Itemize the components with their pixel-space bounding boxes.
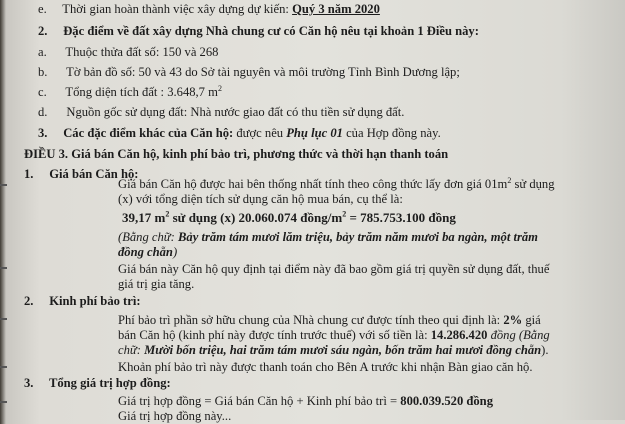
item-a-text: Thuộc thửa đất số: 150 và 268 — [65, 45, 219, 59]
price-text-1: Giá bán Căn hộ được hai bên thống nhất tính theo công thức lấy đơn giá 01m — [118, 177, 508, 191]
maintenance-text-1: Phí bảo trì phần sở hữu chung của Nhà chung cư được tính theo qui định là: — [118, 313, 504, 327]
item-a-line — [38, 45, 218, 60]
section-2-title: Đặc điểm về đất xây dựng Nhà chung cư có Căn hộ nêu tại khoản 1 Điều này: — [63, 24, 479, 38]
maintenance-in-words: Mười bốn triệu, hai trăm tám mươi sáu ngàn, bốn trăm hai mươi đồng chẵn — [144, 343, 542, 357]
section-2-number: 2. — [38, 24, 48, 38]
item-d-line — [38, 105, 404, 120]
subsection-2-heading — [24, 294, 141, 309]
section-3-plain: được nêu — [236, 126, 287, 140]
item-e-number: e. — [38, 2, 47, 16]
appendix-reference: Phụ lục 01 — [286, 126, 343, 140]
margin-mark — [0, 184, 7, 186]
maintenance-line-2 — [118, 328, 550, 343]
item-c-number: c. — [38, 85, 47, 99]
subsection-3-title: Tổng giá trị hợp đồng: — [48, 376, 171, 390]
price-note-line-2: giá trị gia tăng. — [118, 277, 195, 291]
maintenance-rate: 2% — [503, 313, 523, 327]
unit-price: sử dụng (x) 20.060.074 đồng/m — [169, 210, 343, 225]
price-in-words-line-2 — [118, 245, 177, 260]
contract-value-amount: 800.039.520 — [400, 394, 464, 408]
words-close: ) — [172, 245, 178, 259]
maintenance-words-close: ). — [541, 343, 549, 357]
item-b-text: Tờ bản đồ số: 50 và 43 do Sở tài nguyên và môi trường Tỉnh Bình Dương lập; — [66, 65, 460, 79]
price-formula — [122, 210, 456, 225]
subsection-2-title: Kinh phí bảo trì: — [49, 294, 141, 308]
item-c-superscript: 2 — [217, 83, 222, 93]
price-text-1-tail: sử dụng — [511, 177, 555, 191]
subsection-3-number: 3. — [24, 376, 34, 390]
maintenance-amount: 14.286.420 — [430, 328, 488, 342]
item-e-line — [38, 2, 380, 17]
margin-mark — [0, 318, 7, 320]
item-a-number: a. — [38, 45, 47, 59]
area-value: 39,17 m — [122, 210, 166, 225]
subsection-3-heading — [24, 376, 171, 391]
margin-mark — [0, 267, 7, 269]
section-3-number: 3. — [38, 126, 48, 140]
subsection-1-number: 1. — [24, 167, 34, 181]
maintenance-note: Khoản phí bảo trì này được thanh toán cho Bên A trước khi nhận Bàn giao căn hộ. — [118, 360, 533, 374]
margin-mark — [0, 401, 7, 403]
price-superscript: 2 — [507, 175, 512, 185]
price-paragraph-line-2: (x) với tổng diện tích sử dụng căn hộ mua bán, cụ thể là: — [118, 192, 403, 206]
item-b-number: b. — [38, 65, 48, 79]
completion-date: Quý 3 năm 2020 — [292, 2, 380, 16]
price-paragraph-line-1 — [118, 177, 555, 192]
contract-value-unit: đồng — [463, 394, 493, 408]
maintenance-line-1 — [118, 313, 541, 328]
words-prefix: (Bằng chữ: — [118, 230, 179, 244]
maintenance-text-1-tail: giá — [522, 313, 541, 327]
price-in-words-line-1 — [118, 230, 538, 245]
section-3-line — [38, 126, 441, 141]
maintenance-text-2: bán Căn hộ (kinh phí này được tính trước thuế) với số tiền là: — [118, 328, 431, 342]
area-superscript: 2 — [165, 209, 170, 219]
section-3-title: Các đặc điểm khác của Căn hộ: — [63, 126, 237, 140]
price-in-words: Bảy trăm tám mươi lăm triệu, bảy trăm năm mươi ba ngàn, một trăm — [178, 230, 538, 244]
item-b-line — [38, 65, 460, 80]
item-d-text: Nguồn gốc sử dụng đất: Nhà nước giao đất có thu tiền sử dụng đất. — [66, 105, 405, 119]
subsection-2-number: 2. — [24, 294, 34, 308]
contract-value-cutoff-line: Giá trị hợp đồng này... — [118, 409, 232, 423]
page-shadow — [560, 0, 625, 420]
item-c-line — [38, 85, 222, 100]
subsection-1-title: Giá bán Căn hộ: — [49, 167, 139, 181]
maintenance-words-prefix: chữ: — [118, 343, 145, 357]
item-c-text: Tổng diện tích đất : 3.648,7 m — [65, 85, 218, 99]
article-3-heading: ĐIỀU 3. Giá bán Căn hộ, kinh phí bảo trì, phương thức và thời hạn thanh toán — [24, 147, 449, 161]
price-note-line-1: Giá bán này Căn hộ quy định tại điểm này đã bao gồm giá trị quyền sử dụng đất, thuế — [118, 262, 550, 276]
contract-value-line — [118, 394, 493, 409]
unit-superscript: 2 — [342, 209, 347, 219]
maintenance-text-2-tail: đồng (Bằng — [487, 328, 550, 342]
item-d-number: d. — [38, 105, 48, 119]
total-price: = 785.753.100 đồng — [346, 210, 456, 225]
section-2-heading — [38, 24, 479, 39]
margin-mark — [0, 366, 7, 368]
section-3-tail: của Hợp đồng này. — [342, 126, 441, 140]
contract-value-text: Giá trị hợp đồng = Giá bán Căn hộ + Kinh phí bảo trì = — [118, 394, 401, 408]
maintenance-line-3 — [118, 343, 548, 358]
price-in-words-end: đồng chẵn — [118, 245, 173, 259]
item-e-text: Thời gian hoàn thành việc xây dựng dự kiến: — [62, 2, 293, 16]
